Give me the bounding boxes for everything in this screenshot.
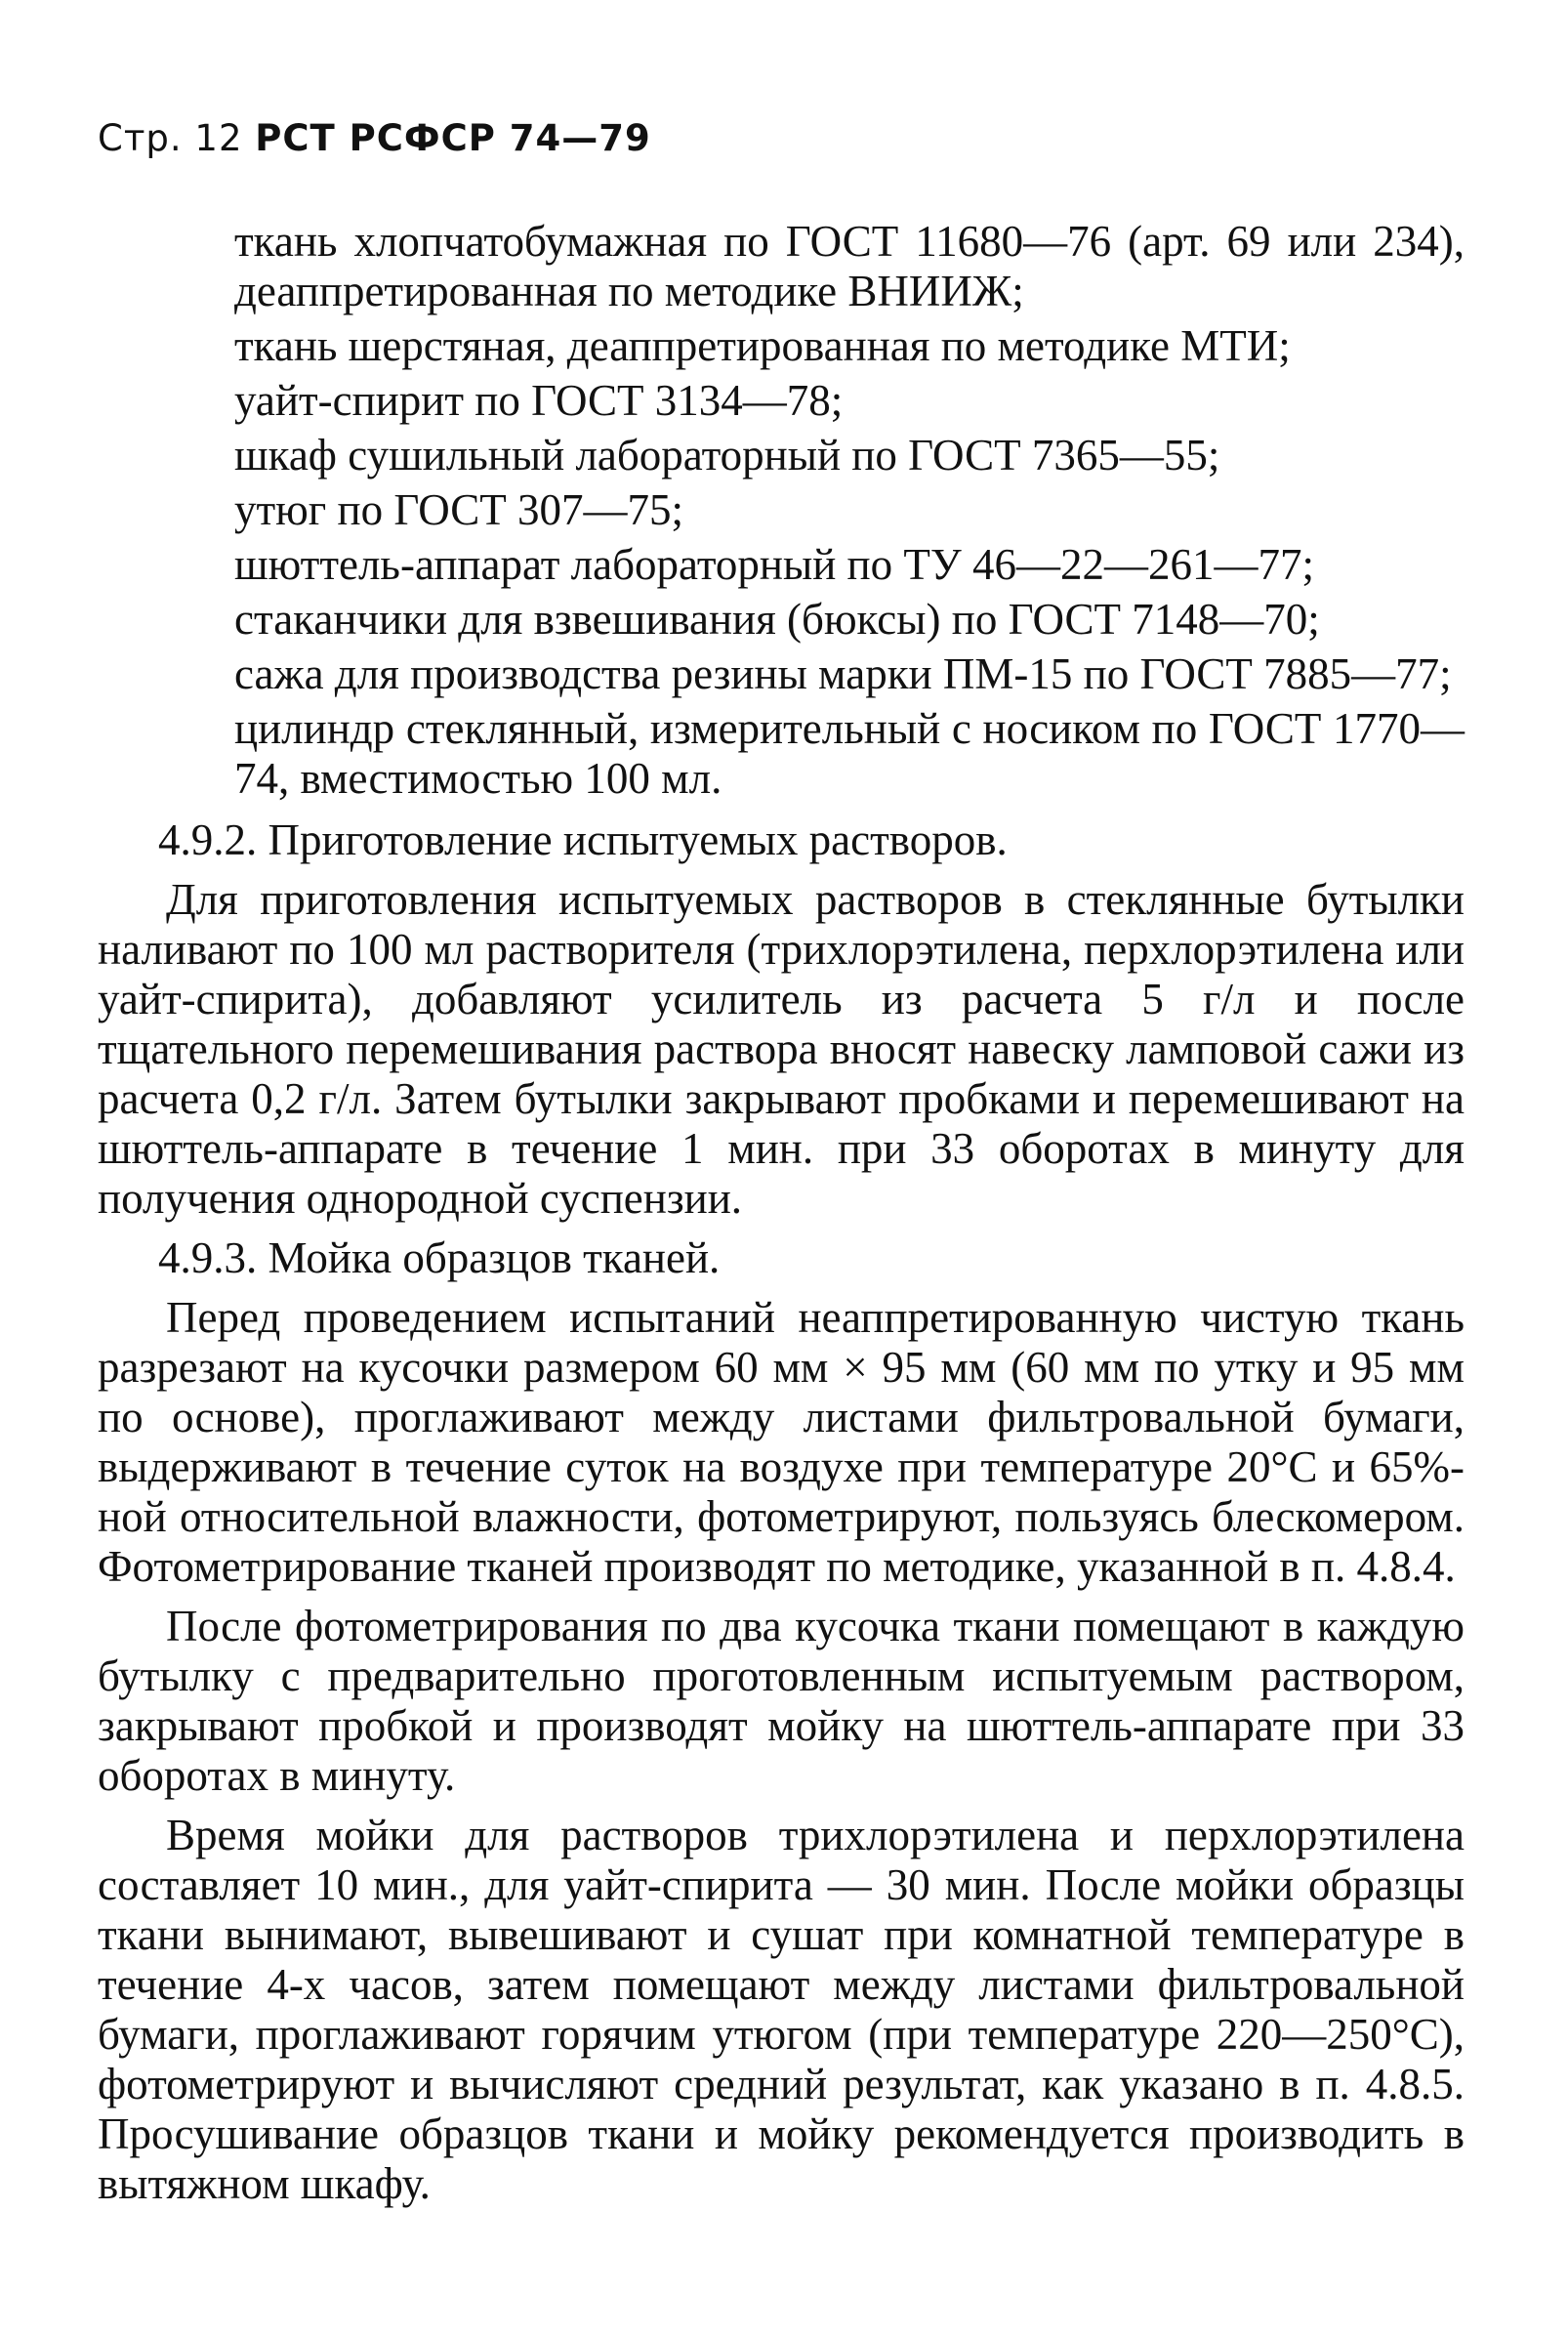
paragraph: Перед проведением испытаний неаппретированную чистую ткань разрезают на кусочки размером 60 мм × 95 мм (60 мм по утку и 95 мм по основе), проглаживают между листами фильтровальной бумаги, выдерживают в течение суток на воздухе при температуре 20°С и 65%-ной относительной влажности, фотометрируют, пользуясь блескомером. Фотометрирование тканей производят по методике, указанной в п. 4.8.4. (98, 1293, 1465, 1591)
materials-list (234, 217, 1465, 809)
list-item: шюттель-аппарат лабораторный по ТУ 46—22—261—77; (234, 540, 1314, 589)
standard-code: РСТ РСФСР 74—79 (255, 117, 651, 159)
document-body (98, 815, 1465, 2219)
list-item: ткань шерстяная, деаппретированная по методике МТИ; (234, 321, 1291, 370)
list-item: сажа для производства резины марки ПМ-15 по ГОСТ 7885—77; (234, 649, 1452, 698)
paragraph: Для приготовления испытуемых растворов в стеклянные бутылки наливают по 100 мл растворителя (трихлорэтилена, перхлорэтилена или уайт-спирита), добавляют усилитель из расчета 5 г/л и после тщательного перемешивания раствора вносят навеску ламповой сажи из расчета 0,2 г/л. Затем бутылки закрывают пробками и перемешивают на шюттель-аппарате в течение 1 мин. при 33 оборотах в минуту для получения однородной суспензии. (98, 875, 1465, 1223)
paragraph: Время мойки для растворов трихлорэтилена и перхлорэтилена составляет 10 мин., для уайт-спирита — 30 мин. После мойки образцы ткани вынимают, вывешивают и сушат при комнатной температуре в течение 4-х часов, затем помещают между листами фильтровальной бумаги, проглаживают горячим утюгом (при температуре 220—250°С), фотометрируют и вычисляют средний результат, как указано в п. 4.8.5. Просушивание образцов ткани и мойку рекомендуется производить в вытяжном шкафу. (98, 1811, 1465, 2208)
section-heading-4-9-3: 4.9.3. Мойка образцов тканей. (158, 1233, 721, 1282)
list-item: цилиндр стеклянный, измерительный с носиком по ГОСТ 1770—74, вместимостью 100 мл. (234, 704, 1465, 803)
paragraph: После фотометрирования по два кусочка ткани помещают в каждую бутылку с предварительно проготовленным испытуемым раствором, закрывают пробкой и производят мойку на шюттель-аппарате при 33 оборотах в минуту. (98, 1602, 1465, 1800)
list-item: уайт-спирит по ГОСТ 3134—78; (234, 376, 844, 425)
list-item: шкаф сушильный лабораторный по ГОСТ 7365—55; (234, 431, 1220, 480)
list-item: утюг по ГОСТ 307—75; (234, 485, 684, 534)
page-number: Стр. 12 (98, 117, 243, 159)
section-heading-4-9-2: 4.9.2. Приготовление испытуемых растворов. (158, 815, 1008, 864)
page-header (98, 117, 651, 159)
list-item: стаканчики для взвешивания (бюксы) по ГОСТ 7148—70; (234, 595, 1320, 644)
list-item: ткань хлопчатобумажная по ГОСТ 11680—76 (арт. 69 или 234), деаппретированная по методике ВНИИЖ; (234, 217, 1465, 315)
